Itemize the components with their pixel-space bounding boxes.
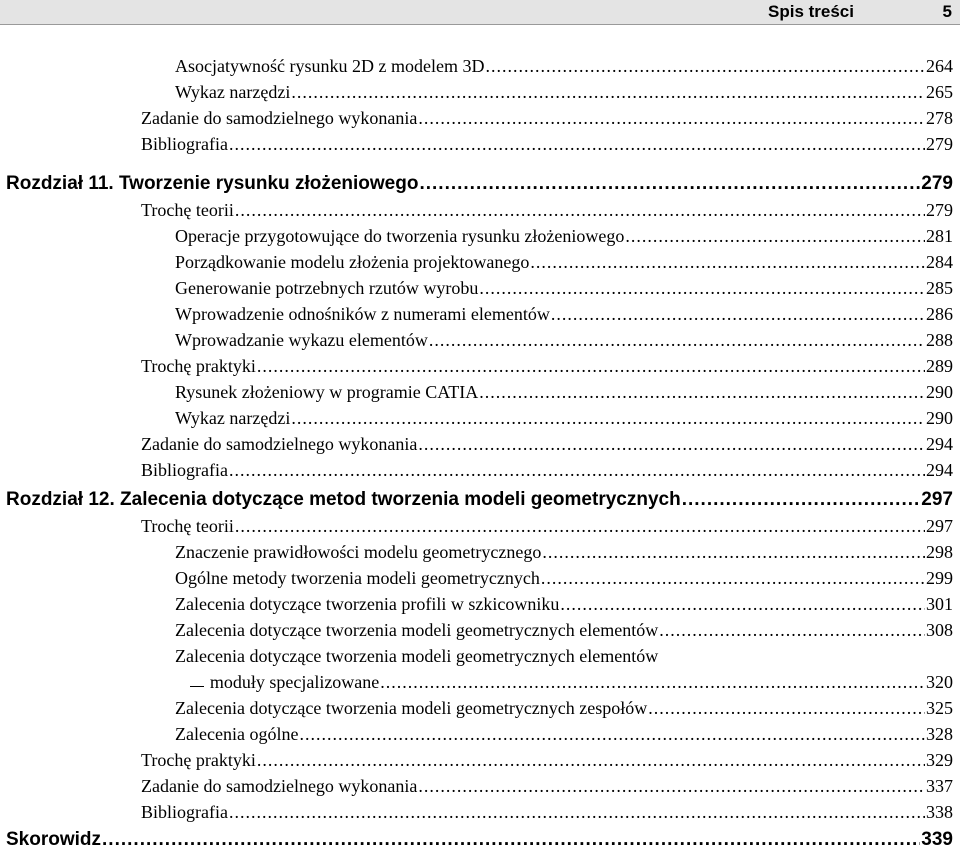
toc-entry-title: Porządkowanie modelu złożenia projektowanego [175, 252, 530, 272]
toc-entry[interactable] [175, 224, 953, 248]
dot-leader [419, 172, 920, 196]
toc-entry[interactable] [175, 406, 953, 430]
toc-page-number: 294 [926, 434, 953, 454]
toc-entry-title: Zalecenia dotyczące tworzenia modeli geometrycznych zespołów [175, 698, 648, 718]
toc-entry[interactable] [190, 670, 953, 694]
toc-page-number: 265 [926, 82, 953, 102]
dot-leader [235, 198, 925, 222]
dot-leader [625, 224, 925, 248]
toc-entry-title: Rozdział 12. Zalecenia dotyczące metod tworzenia modeli geometrycznych [6, 489, 681, 510]
toc-entry[interactable] [175, 566, 953, 590]
toc-chapter-entry[interactable] [6, 172, 953, 196]
toc-entry-title: Zadanie do samodzielnego wykonania [141, 776, 418, 796]
toc-entry-title: Ogólne metody tworzenia modeli geometrycznych [175, 568, 540, 588]
toc-entry-title: Wykaz narzędzi [175, 82, 291, 102]
toc-page-number: 286 [926, 304, 953, 324]
dot-leader [229, 458, 925, 482]
toc-entry[interactable] [175, 696, 953, 720]
toc-entry-title: Trochę praktyki [141, 356, 256, 376]
toc-page-number: 284 [926, 252, 953, 272]
toc-page-number: 337 [926, 776, 953, 796]
toc-entry-title: Zalecenia dotyczące tworzenia modeli geometrycznych elementów [175, 620, 659, 640]
toc-entry-title: Wykaz narzędzi [175, 408, 291, 428]
toc-page-number: 320 [926, 672, 953, 692]
toc-page-number: 301 [926, 594, 953, 614]
toc-entry[interactable] [175, 644, 658, 668]
toc-entry-title: Zalecenia dotyczące tworzenia profili w szkicowniku [175, 594, 560, 614]
toc-entry[interactable] [175, 250, 953, 274]
toc-entry-title: Rozdział 11. Tworzenie rysunku złożeniowego [6, 173, 419, 194]
dot-leader [418, 774, 925, 798]
toc-entry-title: Zadanie do samodzielnego wykonania [141, 434, 418, 454]
toc-page-number: 297 [926, 516, 953, 536]
toc-entry[interactable] [175, 328, 953, 352]
toc-entry[interactable] [141, 748, 953, 772]
dot-leader [541, 566, 925, 590]
toc-entry[interactable] [141, 458, 953, 482]
dot-leader [682, 488, 921, 512]
dot-leader [299, 722, 925, 746]
toc-page-number: 279 [926, 134, 953, 154]
dot-leader [479, 380, 925, 404]
toc-entry-title: Asocjatywność rysunku 2D z modelem 3D [175, 56, 485, 76]
toc-page-number: 281 [926, 226, 953, 246]
toc-page-number: 328 [926, 724, 953, 744]
toc-entry[interactable] [141, 106, 953, 130]
header-page-number: 5 [942, 2, 952, 21]
toc-entry-title: Znaczenie prawidłowości modelu geometrycznego [175, 542, 542, 562]
toc-page-number: 308 [926, 620, 953, 640]
dot-leader [560, 592, 925, 616]
dot-leader [659, 618, 925, 642]
dot-leader [418, 106, 925, 130]
toc-page-number: 325 [926, 698, 953, 718]
dot-leader [485, 54, 925, 78]
toc-entry-title: Bibliografia [141, 134, 228, 154]
dot-leader [102, 828, 920, 852]
toc-entry-title: Trochę teorii [141, 200, 234, 220]
toc-page-number: 288 [926, 330, 953, 350]
toc-page-number: 298 [926, 542, 953, 562]
toc-entry[interactable] [175, 540, 953, 564]
toc-entry[interactable] [141, 800, 953, 824]
dot-leader [542, 540, 925, 564]
toc-entry-title: Rysunek złożeniowy w programie CATIA [175, 382, 479, 402]
toc-entry[interactable] [141, 432, 953, 456]
header-title: Spis treści [768, 2, 854, 21]
toc-entry-title: Wprowadzanie wykazu elementów [175, 330, 428, 350]
dot-leader [257, 748, 925, 772]
header-divider [0, 24, 960, 25]
toc-entry-title: Operacje przygotowujące do tworzenia rysunku złożeniowego [175, 226, 625, 246]
toc-entry[interactable] [175, 592, 953, 616]
toc-page-number: 290 [926, 382, 953, 402]
toc-entry[interactable] [141, 132, 953, 156]
toc-page-number: 279 [921, 173, 953, 194]
toc-entry[interactable] [175, 54, 953, 78]
toc-page-number: 297 [921, 489, 953, 510]
dot-leader [479, 276, 925, 300]
dot-leader [229, 800, 925, 824]
toc-entry-title: Zalecenia dotyczące tworzenia modeli geometrycznych elementów [175, 646, 659, 666]
dot-leader [551, 302, 925, 326]
em-dash [190, 686, 204, 687]
toc-entry[interactable] [141, 198, 953, 222]
toc-entry-title: Trochę praktyki [141, 750, 256, 770]
dot-leader [530, 250, 925, 274]
running-header [0, 0, 960, 24]
toc-page-number: 279 [926, 200, 953, 220]
dot-leader [648, 696, 925, 720]
toc-entry[interactable] [175, 302, 953, 326]
dot-leader [380, 670, 925, 694]
toc-page-number: 299 [926, 568, 953, 588]
toc-chapter-entry[interactable] [6, 488, 953, 512]
toc-entry[interactable] [141, 514, 953, 538]
toc-page-number: 290 [926, 408, 953, 428]
toc-entry-title: Bibliografia [141, 802, 228, 822]
toc-page-number: 329 [926, 750, 953, 770]
toc-page-number: 264 [926, 56, 953, 76]
dot-leader [257, 354, 925, 378]
toc-entry-title: Zalecenia ogólne [175, 724, 299, 744]
toc-entry[interactable] [141, 774, 953, 798]
toc-chapter-entry[interactable] [6, 828, 953, 852]
toc-page-number: 285 [926, 278, 953, 298]
toc-entry-title: Wprowadzenie odnośników z numerami elementów [175, 304, 550, 324]
toc-entry[interactable] [175, 276, 953, 300]
toc-entry[interactable] [175, 722, 953, 746]
dot-leader [291, 406, 925, 430]
toc-entry-title: Trochę teorii [141, 516, 234, 536]
toc-entry-title: Bibliografia [141, 460, 228, 480]
dot-leader [429, 328, 925, 352]
toc-page-number: 294 [926, 460, 953, 480]
toc-entry-title: Skorowidz [6, 829, 102, 850]
toc-entry-title: moduły specjalizowane [209, 672, 380, 692]
toc-page-number: 278 [926, 108, 953, 128]
toc-entry-title: Zadanie do samodzielnego wykonania [141, 108, 418, 128]
dot-leader [291, 80, 925, 104]
toc-entry[interactable] [175, 380, 953, 404]
toc-page-number: 289 [926, 356, 953, 376]
toc-page-number: 339 [921, 829, 953, 850]
toc-page-number: 338 [926, 802, 953, 822]
toc-entry[interactable] [175, 80, 953, 104]
toc-entry-title: Generowanie potrzebnych rzutów wyrobu [175, 278, 479, 298]
dot-leader [229, 132, 925, 156]
toc-entry[interactable] [175, 618, 953, 642]
dot-leader [235, 514, 925, 538]
toc-entry[interactable] [141, 354, 953, 378]
dot-leader [418, 432, 925, 456]
